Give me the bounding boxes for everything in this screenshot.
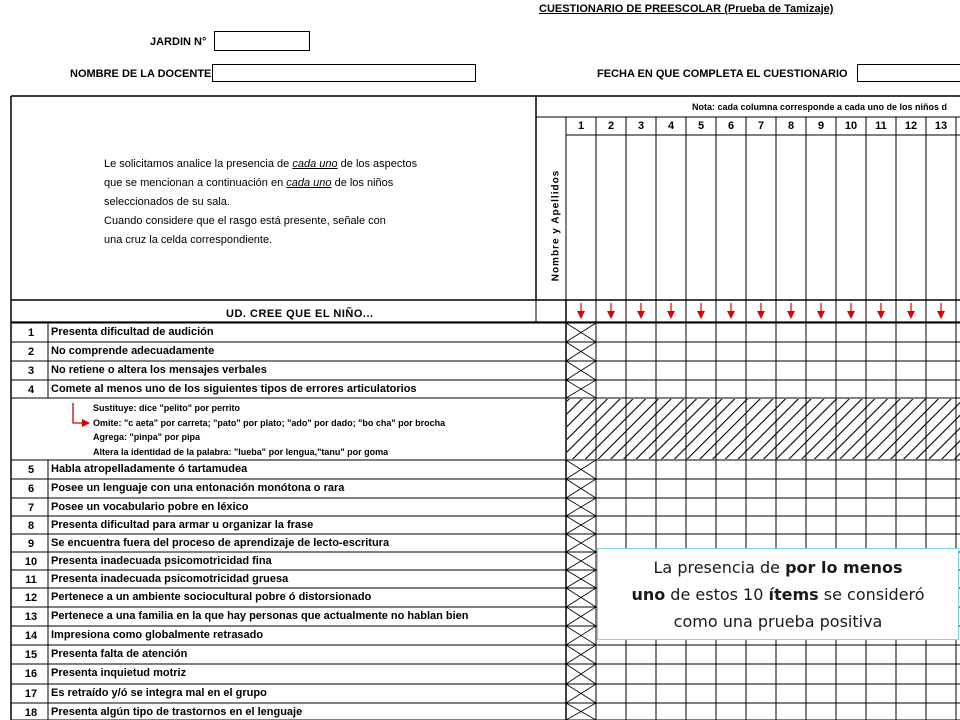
- item-number: 11: [25, 574, 37, 586]
- callout-line-2: uno de estos 10 ítems se consideró: [631, 585, 925, 604]
- down-arrow-icon: [637, 311, 645, 319]
- callout-line-3: como una prueba positiva: [673, 612, 883, 631]
- down-arrow-icon: [697, 311, 705, 319]
- item-text: Presenta inadecuada psicomotricidad gruesa: [51, 573, 289, 585]
- down-arrow-icon: [907, 311, 915, 319]
- sub-item: Altera la identidad de la palabra: "lueba" por lengua,"tanu" por goma: [93, 446, 389, 457]
- hatched-area: [567, 399, 960, 459]
- item-number: 6: [27, 483, 35, 495]
- bracket-arrow-icon: [73, 403, 83, 423]
- down-arrow-icon: [667, 311, 675, 319]
- item-number: 15: [24, 649, 38, 661]
- item-number: 8: [27, 520, 35, 532]
- down-arrow-icon: [877, 311, 885, 319]
- sub-item-list: [93, 401, 445, 459]
- callout-box: [597, 548, 959, 640]
- column-number: 5: [697, 120, 705, 132]
- down-arrow-icon: [607, 311, 615, 319]
- instructions-line-3: seleccionados de su sala.: [104, 196, 230, 208]
- sub-item: Sustituye: dice "pelito" por perrito: [93, 403, 241, 413]
- column-number: 13: [934, 120, 948, 132]
- item-number: 14: [24, 630, 38, 642]
- instructions-line-1: Le solicitamos analice la presencia de cada uno de los aspectos: [104, 158, 418, 170]
- item-text: Posee un vocabulario pobre en léxico: [51, 501, 249, 513]
- fecha-label: FECHA EN QUE COMPLETA EL CUESTIONARIO: [597, 68, 848, 80]
- item-number: 5: [27, 464, 35, 476]
- item-text: Pertenece a una familia en la que hay personas que actualmente no hablan bien: [51, 610, 469, 622]
- note-text: Nota: cada columna corresponde a cada uno de los niños d: [692, 102, 948, 112]
- item-text: Presenta dificultad para armar u organizar la frase: [51, 519, 314, 531]
- column-number: 3: [637, 120, 645, 132]
- column-number: 8: [787, 120, 795, 132]
- column-number: 1: [577, 120, 585, 132]
- item-number: 9: [27, 538, 35, 550]
- item-number: 7: [27, 502, 35, 514]
- column-number: 2: [607, 120, 615, 132]
- item-number: 1: [27, 327, 35, 339]
- column-number: 9: [817, 120, 825, 132]
- item-text: Comete al menos uno de los siguientes tipos de errores articulatorios: [51, 383, 417, 395]
- column-number: 6: [727, 120, 735, 132]
- down-arrow-icon: [787, 311, 795, 319]
- item-text: Presenta inadecuada psicomotricidad fina: [51, 555, 272, 567]
- name-column-header: Nombre y Apellidos: [550, 169, 562, 282]
- sub-item: Agrega: "pinpa" por pipa: [93, 432, 201, 442]
- down-arrow-icon: [757, 311, 765, 319]
- item-text: Impresiona como globalmente retrasado: [51, 629, 264, 641]
- item-number: 4: [27, 384, 35, 396]
- down-arrow-icon: [847, 311, 855, 319]
- item-text: No comprende adecuadamente: [51, 345, 215, 357]
- item-number: 3: [27, 365, 35, 377]
- document-title: CUESTIONARIO DE PREESCOLAR (Prueba de Tamizaje): [539, 3, 834, 15]
- bracket-arrow-icon: [82, 419, 90, 427]
- instructions: [104, 155, 417, 250]
- down-arrow-icon: [937, 311, 945, 319]
- item-text: Pertenece a un ambiente sociocultural pobre ó distorsionado: [51, 591, 372, 603]
- column-number: 10: [844, 120, 858, 132]
- section-header: UD. CREE QUE EL NIÑO...: [226, 308, 374, 320]
- item-number: 10: [24, 556, 38, 568]
- item-number: 2: [27, 346, 35, 358]
- item-text: Presenta falta de atención: [51, 648, 188, 660]
- item-number: 18: [24, 707, 38, 719]
- item-text: Habla atropelladamente ó tartamudea: [51, 463, 248, 475]
- item-text: No retiene o altera los mensajes verbales: [51, 364, 267, 376]
- down-arrow-icon: [817, 311, 825, 319]
- item-text: Presenta inquietud motriz: [51, 667, 187, 679]
- column-number: 7: [757, 120, 765, 132]
- item-number: 13: [24, 611, 38, 623]
- callout-line-1: La presencia de por lo menos: [653, 558, 903, 577]
- item-number: 16: [24, 668, 38, 680]
- item-text: Presenta dificultad de audición: [51, 326, 214, 338]
- jardin-label: JARDIN N°: [150, 36, 207, 48]
- sub-item: Omite: "c aeta" por carreta; "pato" por plato; "ado" por dado; "bo cha" por brocha: [93, 417, 446, 428]
- item-number: 12: [24, 592, 38, 604]
- instructions-line-4: Cuando considere que el rasgo está presente, señale con: [104, 215, 386, 227]
- docente-label: NOMBRE DE LA DOCENTE: [70, 68, 212, 80]
- column-number: 4: [667, 120, 675, 132]
- column-number: 12: [904, 120, 918, 132]
- down-arrow-icon: [577, 311, 585, 319]
- item-text: Se encuentra fuera del proceso de aprendizaje de lecto-escritura: [51, 537, 390, 549]
- instructions-line-2: que se mencionan a continuación en cada uno de los niños: [104, 177, 394, 189]
- item-text: Es retraído y/ó se integra mal en el grupo: [51, 687, 267, 699]
- item-text: Posee un lenguaje con una entonación monótona o rara: [51, 482, 345, 494]
- item-number: 17: [24, 688, 38, 700]
- instructions-line-5: una cruz la celda correspondiente.: [104, 234, 273, 246]
- item-text: Presenta algún tipo de trastornos en el lenguaje: [51, 706, 303, 718]
- down-arrow-icon: [727, 311, 735, 319]
- column-number: 11: [875, 120, 887, 132]
